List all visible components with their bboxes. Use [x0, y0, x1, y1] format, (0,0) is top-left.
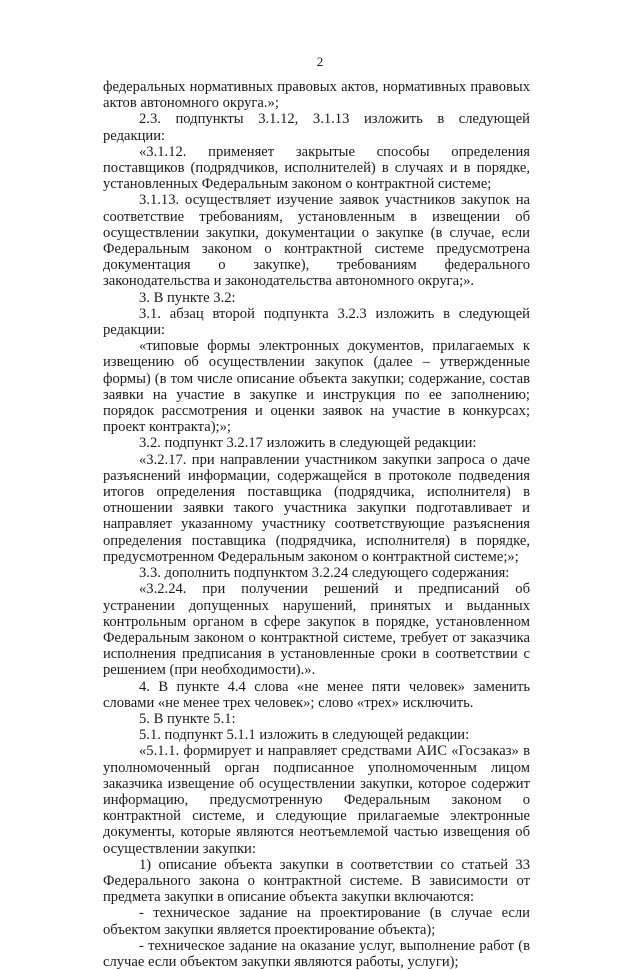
paragraph: «5.1.1. формирует и направляет средствами АИС «Госзаказ» в уполномоченный орган подписанное уполномоченным лицом заказчика извещение об осуществлении закупки, которое содержит информацию, предусмотренную Федеральным законом о контрактной системе, и следующие прилагаемые электронные документы, которые являются неотъемлемой частью извещения об осуществлении закупки: [103, 743, 530, 857]
paragraph: «типовые формы электронных документов, прилагаемых к извещению об осуществлении закупок (далее – утвержденные формы) (в том числе описание объекта закупки; содержание, состав заявки на участие в закупке и инструкция по ее заполнению; порядок рассмотрения и оценки заявок на участие в конкурсах; проект контракта);»; [103, 338, 530, 436]
paragraph: 3.1. абзац второй подпункта 3.2.3 изложить в следующей редакции: [103, 305, 530, 339]
paragraph: 3.1.13. осуществляет изучение заявок участников закупок на соответствие требованиям, установленным в извещении об осуществлении закупки, документации о закупке (в случае, если Федеральным законом о контрактной системе предусмотрена документация о закупке), требованиям федерального законодательства и законодательства автономного округа;». [103, 192, 530, 290]
paragraph: 5.1. подпункт 5.1.1 изложить в следующей редакции: [139, 727, 470, 744]
paragraph: 3.2. подпункт 3.2.17 изложить в следующей редакции: [139, 435, 477, 452]
paragraph: «3.1.12. применяет закрытые способы определения поставщиков (подрядчиков, исполнителей) в случаях и в порядке, установленных Федеральным законом о контрактной системе; [103, 143, 530, 193]
page-number: 2 [316, 54, 324, 69]
paragraph: «3.2.17. при направлении участником закупки запроса о даче разъяснений информации, содержащейся в протоколе подведения итогов определения поставщика (подрядчика, исполнителя) в отношении заявки такого участника закупки подготавливает и направляет указанному участнику соответствующие разъяснения определения поставщика (подрядчика, исполнителя) в порядке, предусмотренном Федеральным законом о контрактной системе;»; [103, 451, 530, 565]
paragraph: - техническое задание на оказание услуг, выполнение работ (в случае если объектом закупки являются работы, услуги); [103, 937, 530, 970]
paragraph: 1) описание объекта закупки в соответствии со статьей 33 Федерального закона о контрактной системе. В зависимости от предмета закупки в описание объекта закупки включаются: [103, 856, 530, 906]
paragraph: 5. В пункте 5.1: [139, 710, 236, 727]
paragraph: 3.3. дополнить подпунктом 3.2.24 следующего содержания: [139, 565, 510, 582]
document-body [103, 79, 530, 970]
paragraph: 4. В пункте 4.4 слова «не менее пяти человек» заменить словами «не менее трех человек»; слово «трех» исключить. [103, 678, 530, 711]
paragraph: «3.2.24. при получении решений и предписаний об устранении допущенных нарушений, принятых и выданных контрольным органом в сфере закупок в порядке, установленном Федеральным законом о контрактной системе, требует от заказчика исполнения предписания в установленные сроки в соответствии с решением (при необходимости).». [103, 581, 530, 679]
paragraph: 3. В пункте 3.2: [139, 289, 236, 306]
paragraph: - техническое задание на проектирование (в случае если объектом закупки является проектирование объекта); [103, 905, 530, 938]
paragraph: 2.3. подпункты 3.1.12, 3.1.13 изложить в следующей редакции: [103, 111, 530, 144]
paragraph: федеральных нормативных правовых актов, нормативных правовых актов автономного округа.»; [103, 79, 530, 112]
